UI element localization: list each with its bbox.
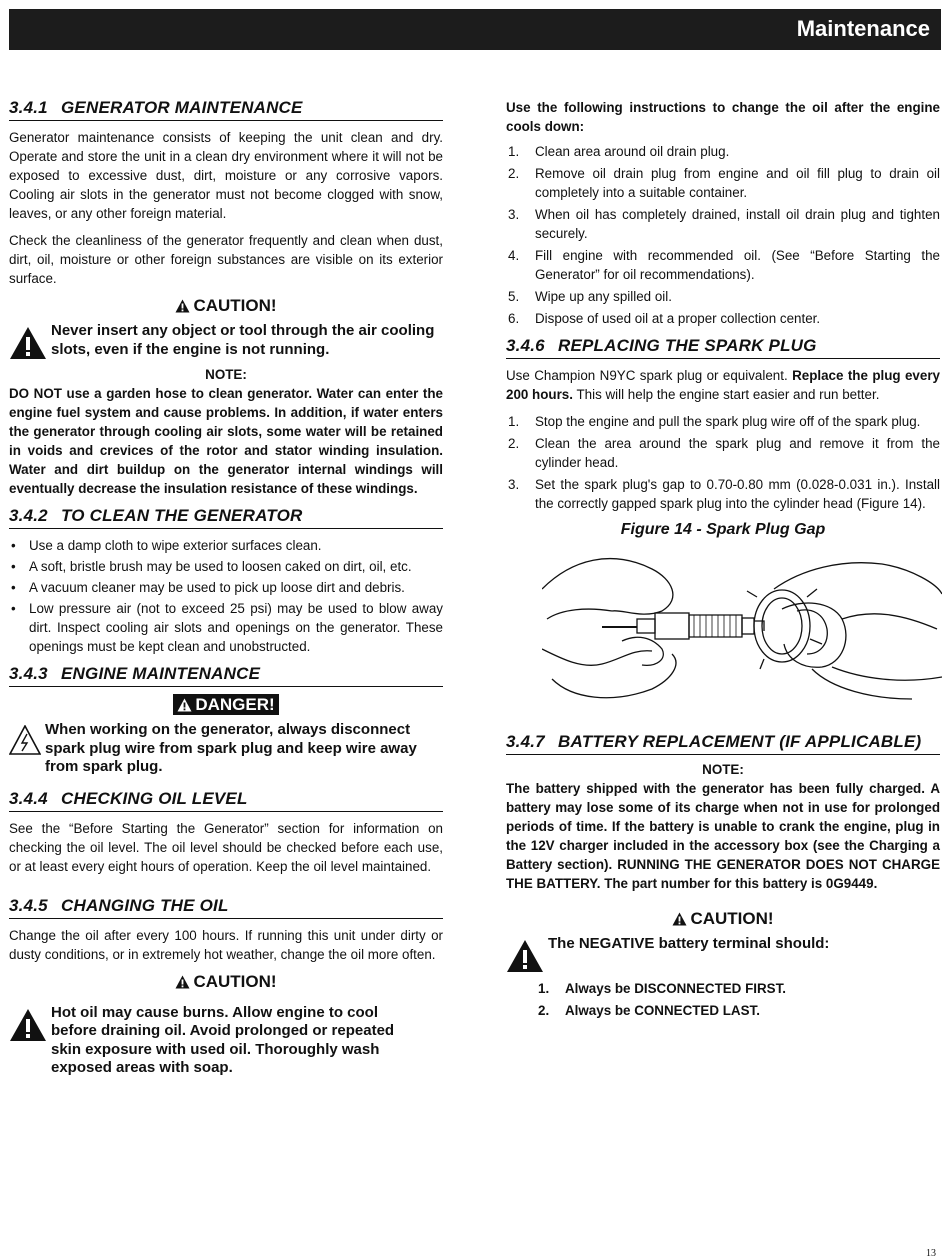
section-number: 3.4.5 (9, 895, 48, 915)
cleaning-bullet-list (9, 536, 443, 656)
list-item: 5. Wipe up any spilled oil. (508, 289, 672, 304)
section-number: 3.4.3 (9, 664, 48, 683)
caution-heading (9, 296, 443, 316)
note-label: NOTE: (702, 762, 744, 777)
section-heading-3-4-6 (506, 336, 940, 359)
right-column (506, 98, 940, 1028)
caution-heading (9, 972, 443, 992)
paragraph: Use Champion N9YC spark plug or equivalent. Replace the plug every 200 hours. This will help the engine start easier and run better. (506, 368, 940, 402)
list-item: 6. Dispose of used oil at a proper collection center. (508, 311, 821, 326)
warning-triangle-icon (175, 975, 190, 989)
list-item: • A soft, bristle brush may be used to loosen caked on dirt, oil, etc. (9, 557, 443, 576)
exclamation-triangle-icon (506, 939, 544, 973)
list-item: 2. Always be CONNECTED LAST. (538, 1003, 760, 1018)
list-item: 3. When oil has completely drained, install oil drain plug and tighten securely. (508, 207, 940, 241)
caution-text: The NEGATIVE battery terminal should: (548, 935, 830, 952)
danger-box (9, 721, 443, 777)
note-text: The battery shipped with the generator has been fully charged. A battery may lose some of its charge when not in use for prolonged periods of time. If the battery is unable to crank the engine, plug in the 12V charger included in the accessory box (see the Charging a Battery section). RUNNING THE GENERATOR DOES NOT CHARGE THE BATTERY. The part number for this battery is 0G9449. (506, 781, 940, 891)
caution-text: Never insert any object or tool through the air cooling slots, even if the engine is not running. (51, 322, 435, 358)
list-item: 2. Clean the area around the spark plug and remove it from the cylinder head. (508, 436, 940, 470)
oil-change-intro: Use the following instructions to change the oil after the engine cools down: (506, 100, 940, 134)
spark-plug-gap-illustration (542, 549, 942, 704)
list-item: 1. Stop the engine and pull the spark plug wire off of the spark plug. (508, 414, 921, 429)
list-item: 2. Remove oil drain plug from engine and oil fill plug to drain oil completely into a suitable container. (508, 166, 940, 200)
list-item: • A vacuum cleaner may be used to pick up loose dirt and debris. (9, 578, 443, 597)
note-text: DO NOT use a garden hose to clean generator. Water can enter the engine fuel system and cause problems. In addition, if water enters the generator through cooling air slots, some water will be retained in voids and crevices of the rotor and stator winding insulation. Water and dirt buildup on the generator internal windings will eventually decrease the insulation resistance of these windings. (9, 386, 443, 496)
section-heading-3-4-7 (506, 732, 940, 755)
figure-caption: Figure 14 - Spark Plug Gap (620, 521, 826, 538)
electric-shock-triangle-icon (9, 725, 41, 755)
spark-plug-steps (506, 412, 940, 513)
section-number: 3.4.2 (9, 506, 48, 525)
caution-label: CAUTION! (690, 909, 774, 928)
section-heading-3-4-5 (9, 896, 443, 919)
caution-box (9, 322, 443, 359)
list-item: 3. Set the spark plug's gap to 0.70-0.80 mm (0.028-0.031 in.). Install the correctly gapped spark plug into the cylinder head (Figure 14). (508, 477, 940, 511)
battery-terminal-steps (536, 979, 940, 1020)
left-column (9, 98, 443, 1086)
section-number: 3.4.7 (506, 732, 545, 751)
caution-text: Hot oil may cause burns. Allow engine to cool before draining oil. Avoid prolonged or repeated skin exposure with used oil. Thoroughly wash exposed areas with soap. (51, 1003, 395, 1076)
danger-label: DANGER! (195, 695, 275, 714)
exclamation-triangle-icon (9, 326, 47, 360)
page-number: 13 (926, 1248, 936, 1259)
section-title: BATTERY REPLACEMENT (IF APPLICABLE) (558, 732, 922, 751)
section-heading-3-4-2 (9, 506, 443, 529)
caution-label: CAUTION! (193, 296, 277, 315)
page-title: Maintenance (796, 16, 930, 41)
section-title: ENGINE MAINTENANCE (61, 664, 261, 683)
section-number: 3.4.4 (9, 788, 48, 808)
section-heading-3-4-1 (9, 98, 443, 121)
exclamation-triangle-icon (9, 1008, 47, 1042)
list-item: 1. Clean area around oil drain plug. (508, 144, 730, 159)
section-title: REPLACING THE SPARK PLUG (558, 336, 817, 355)
warning-triangle-icon (672, 912, 687, 926)
caution-label: CAUTION! (193, 971, 277, 991)
list-item: • Low pressure air (not to exceed 25 psi) may be used to blow away dirt. Inspect cooling air slots and openings on the generator. These openings must be kept clean and unobstructed. (9, 599, 443, 656)
section-title: TO CLEAN THE GENERATOR (61, 506, 303, 525)
section-heading-3-4-4 (9, 789, 443, 812)
warning-triangle-icon (177, 698, 192, 712)
note-label: NOTE: (205, 367, 247, 382)
paragraph: Change the oil after every 100 hours. If running this unit under dirty or dusty conditions, or in extremely hot weather, change the oil more often. (9, 927, 443, 962)
paragraph: Generator maintenance consists of keeping the unit clean and dry. Operate and store the unit in a clean dry environment where it will not be exposed to excessive dust, dirt, moisture or any corrosive vapors. Cooling air slots in the generator must not become clogged with snow, leaves, or any other foreign material. (9, 130, 443, 221)
section-number: 3.4.1 (9, 98, 48, 117)
list-item: 1. Always be DISCONNECTED FIRST. (538, 981, 786, 996)
caution-box (9, 1004, 443, 1078)
section-title: CHANGING THE OIL (61, 895, 229, 915)
list-item: • Use a damp cloth to wipe exterior surfaces clean. (9, 536, 443, 555)
paragraph: Check the cleanliness of the generator frequently and clean when dust, dirt, oil, moisture or other foreign substances are visible on its exterior surface. (9, 233, 443, 286)
oil-change-steps (506, 142, 940, 328)
list-item: 4. Fill engine with recommended oil. (See “Before Starting the Generator” for oil recommendations). (508, 248, 940, 282)
caution-heading (506, 909, 940, 929)
caution-box (506, 935, 940, 971)
danger-text: When working on the generator, always disconnect spark plug wire from spark plug and keep wire away from spark plug. (45, 721, 417, 775)
danger-heading (9, 695, 443, 715)
warning-triangle-icon (175, 299, 190, 313)
paragraph: See the “Before Starting the Generator” section for information on checking the oil level. The oil level should be checked before each use, or at least every eight hours of operation. Keep the oil level maintained. (9, 820, 443, 874)
section-number: 3.4.6 (506, 336, 545, 355)
header-bar (9, 9, 941, 50)
section-title: CHECKING OIL LEVEL (61, 788, 248, 808)
section-title: GENERATOR MAINTENANCE (61, 98, 303, 117)
section-heading-3-4-3 (9, 664, 443, 687)
